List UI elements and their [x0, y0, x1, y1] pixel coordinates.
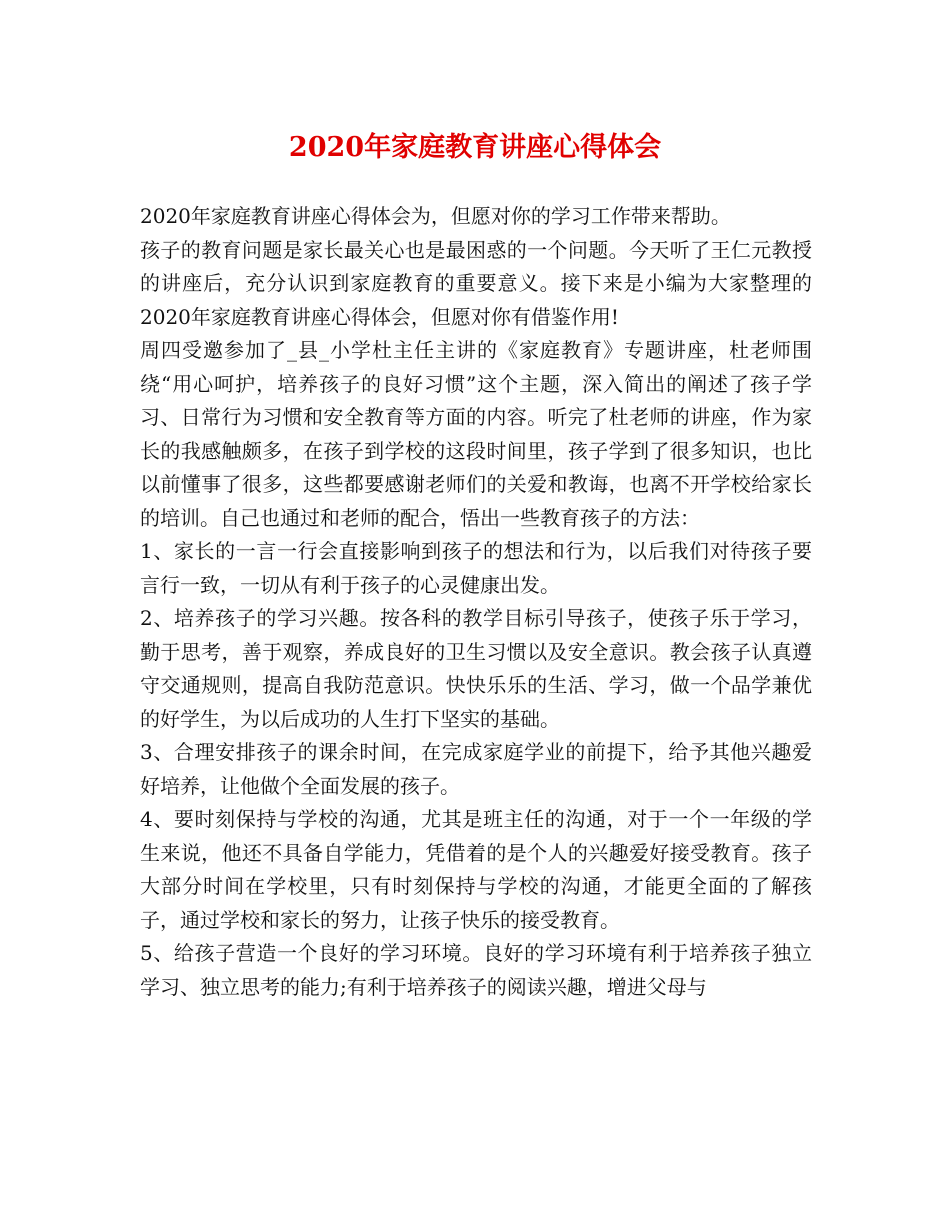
list-item-method-2: 2、培养孩子的学习兴趣。按各科的教学目标引导孩子，使孩子乐于学习，勤于思考，善于观察，养成良好的卫生习惯以及安全意识。教会孩子认真遵守交通规则，提高自我防范意识。快快乐乐的生活、学习，做一个品学兼优的好学生，为以后成功的人生打下坚实的基础。: [140, 606, 812, 731]
document-title: 2020年家庭教育讲座心得体会: [288, 132, 662, 163]
document-body: [140, 200, 812, 1004]
list-item-method-1: 1、家长的一言一行会直接影响到孩子的想法和行为，以后我们对待孩子要言行一致，一切从有利于孩子的心灵健康出发。: [140, 539, 812, 597]
paragraph-intro: 2020年家庭教育讲座心得体会为，但愿对你的学习工作带来帮助。: [140, 204, 731, 228]
paragraph-background: 孩子的教育问题是家长最关心也是最困惑的一个问题。今天听了王仁元教授的讲座后，充分认识到家庭教育的重要意义。接下来是小编为大家整理的2020年家庭教育讲座心得体会，但愿对你有借鉴作用!: [140, 237, 812, 329]
list-item-method-4: 4、要时刻保持与学校的沟通，尤其是班主任的沟通，对于一个一年级的学生来说，他还不具备自学能力，凭借着的是个人的兴趣爱好接受教育。孩子大部分时间在学校里，只有时刻保持与学校的沟通，才能更全面的了解孩子，通过学校和家长的努力，让孩子快乐的接受教育。: [140, 807, 812, 932]
list-item-method-5: 5、给孩子营造一个良好的学习环境。良好的学习环境有利于培养孩子独立学习、独立思考的能力;有利于培养孩子的阅读兴趣，增进父母与: [140, 941, 812, 999]
list-item-method-3: 3、合理安排孩子的课余时间，在完成家庭学业的前提下，给予其他兴趣爱好培养，让他做个全面发展的孩子。: [140, 740, 812, 798]
paragraph-lecture-summary: 周四受邀参加了_县_小学杜主任主讲的《家庭教育》专题讲座，杜老师围绕“用心呵护，培养孩子的良好习惯”这个主题，深入简出的阐述了孩子学习、日常行为习惯和安全教育等方面的内容。听完了杜老师的讲座，作为家长的我感触颇多，在孩子到学校的这段时间里，孩子学到了很多知识，也比以前懂事了很多，这些都要感谢老师们的关爱和教诲，也离不开学校给家长的培训。自己也通过和老师的配合，悟出一些教育孩子的方法：: [140, 338, 812, 530]
